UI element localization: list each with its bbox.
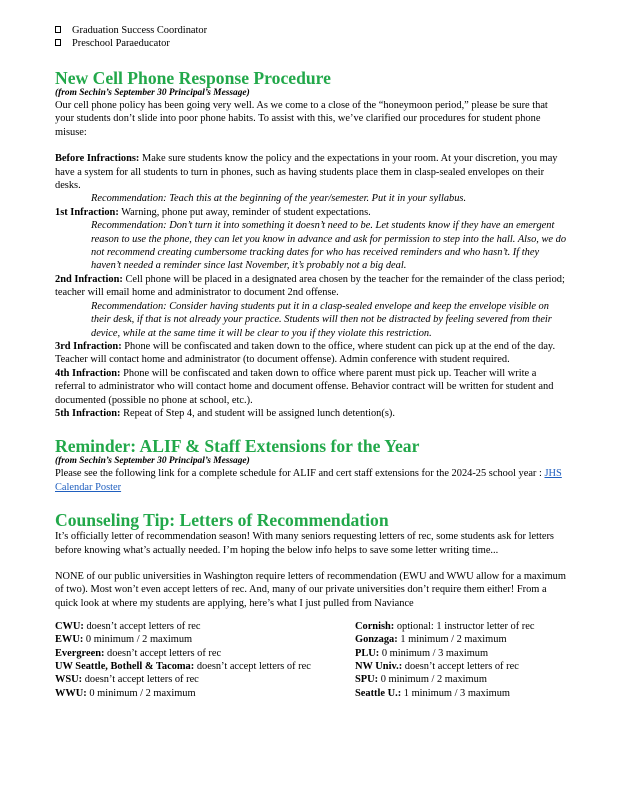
counseling-paragraph: It’s officially letter of recommendation season! With many seniors requesting letters of rec, some students ask for letters before knowing what’s actually needed. I’m hoping the below info helps to save some letter writing time...: [55, 531, 554, 556]
infraction-step: [55, 206, 567, 273]
step-label: 1st Infraction:: [55, 206, 119, 218]
list-item: [355, 660, 567, 673]
university-name: EWU:: [55, 634, 84, 646]
section-source: (from Sechin’s September 30 Principal’s Message): [55, 456, 250, 467]
university-info: 0 minimum / 2 maximum: [378, 674, 487, 686]
university-info: 0 minimum / 2 maximum: [83, 634, 193, 646]
list-item: [355, 647, 567, 660]
step-label: 3rd Infraction:: [55, 340, 122, 352]
university-column-left: [55, 620, 355, 700]
step-recommendation: Recommendation: Consider having students put it in a clasp-sealed envelope and keep the envelope visible on their desk, if that is not already your practice. Students will then not be distracted by feeling severed from their device, while at the same time it will be clear to you if they violate this restriction.: [91, 300, 552, 339]
list-item: [55, 673, 355, 686]
step-recommendation: Recommendation: Teach this at the beginning of the year/semester. Put it in your syllabus.: [91, 193, 467, 205]
university-info: 0 minimum / 2 maximum: [86, 687, 196, 699]
university-name: CWU:: [55, 621, 84, 633]
university-info: doesn’t accept letters of rec: [104, 647, 222, 659]
list-item: [55, 24, 567, 37]
calendar-poster-link[interactable]: JHS Calendar Poster: [55, 468, 562, 493]
section-heading: New Cell Phone Response Procedure: [55, 68, 331, 88]
step-label: 4th Infraction:: [55, 367, 121, 379]
university-info: doesn’t accept letters of rec: [82, 674, 199, 686]
position-list: [55, 24, 567, 50]
step-text: Phone will be confiscated and taken down to the office, where student can pick up at the end of the day. Teacher will contact home and administrator (to document offense). Admin conference with student required.: [55, 340, 556, 366]
infraction-step: [55, 367, 567, 407]
infraction-step: [55, 407, 567, 420]
section-source: (from Sechin’s September 30 Principal’s Message): [55, 88, 250, 98]
infraction-step: [55, 340, 567, 367]
university-info: 1 minimum / 2 maximum: [397, 634, 507, 646]
step-label: 2nd Infraction:: [55, 273, 123, 285]
infraction-step: [55, 273, 567, 340]
step-recommendation: Recommendation: Don’t turn it into something it doesn’t need to be. Let students know if they have an emergent reason to use the phone, they can let you know in advance and ask for permission to step into the hall. Also, we do not recommend creating cumbersome tracking dates for who has received reminders and who hasn’t. If they haven’t needed a reminder since last November, it’s probably not a big deal.: [91, 220, 567, 272]
university-info: doesn’t accept letters of rec: [194, 661, 311, 673]
counseling-paragraph: NONE of our public universities in Washington require letters of recommendation (EWU and WWU allow for a maximum of two). Most won’t even accept letters of rec. And, many of our private universities don’t require them either! From a quick look at where my students are applying, here’s what I just pulled from Naviance: [55, 570, 566, 609]
university-info: 1 minimum / 3 maximum: [401, 687, 510, 699]
cell-phone-section: [55, 68, 567, 420]
checkbox-icon: [55, 26, 61, 33]
university-info: 0 minimum / 3 maximum: [379, 647, 489, 659]
section-body: [55, 467, 567, 494]
list-item: [355, 687, 567, 700]
list-item: [55, 633, 355, 646]
step-label: 5th Infraction:: [55, 407, 121, 419]
list-item: [55, 647, 355, 660]
list-item-text: Graduation Success Coordinator: [72, 25, 208, 36]
university-name: NW Univ.:: [355, 661, 403, 673]
alif-section: [55, 436, 567, 494]
list-item: [55, 620, 355, 633]
step-text: Phone will be confiscated and taken down to office where parent must pick up. Teacher will write a referral to administrator who will contact home and document offense. Behavior contract will be written for student and documented (possible no phone at school, etc.).: [55, 367, 554, 406]
newsletter-page: [55, 24, 567, 700]
infraction-step: [55, 152, 567, 206]
step-text: Warning, phone put away, reminder of student expectations.: [118, 206, 371, 218]
list-item: [55, 687, 355, 700]
checkbox-icon: [55, 39, 61, 46]
university-name: SPU:: [355, 674, 379, 686]
university-name: Gonzaga:: [355, 634, 398, 646]
step-text: Cell phone will be placed in a designated area chosen by the teacher for the remainder of the class period; teacher will email home and administrator to document 2nd offense.: [55, 273, 565, 299]
step-text: Repeat of Step 4, and student will be assigned lunch detention(s).: [120, 407, 395, 419]
university-name: UW Seattle, Bothell & Tacoma:: [55, 661, 195, 673]
list-item: [355, 673, 567, 686]
university-info: doesn’t accept letters of rec: [83, 621, 201, 633]
section-intro: Our cell phone policy has been going very well. As we come to a close of the “honeymoon period,” please be sure that your students don’t slide into poor phone habits. To assist with this, we’ve clarified our procedures for student phone misuse:: [55, 100, 548, 138]
list-item: [55, 660, 355, 673]
university-list: [55, 620, 567, 700]
list-item-text: Preschool Paraeducator: [72, 38, 170, 49]
counseling-section: [55, 510, 567, 700]
university-name: Evergreen:: [55, 647, 105, 659]
alif-body-text: Please see the following link for a complete schedule for ALIF and cert staff extensions for the 2024-25 school year :: [55, 468, 545, 480]
list-item: [355, 633, 567, 646]
university-info: optional: 1 instructor letter of rec: [394, 621, 535, 633]
university-name: Cornish:: [355, 621, 395, 633]
university-name: WSU:: [55, 674, 83, 686]
university-column-right: [355, 620, 567, 700]
university-name: PLU:: [355, 647, 380, 659]
list-item: [355, 620, 567, 633]
university-info: doesn’t accept letters of rec: [402, 661, 519, 673]
section-heading: Counseling Tip: Letters of Recommendation: [55, 510, 389, 531]
step-text: Make sure students know the policy and the expectations in your room. At your discretion, you may have a system for all students to turn in phones, such as having students place them in clasp-sealed envelopes on their desks.: [55, 153, 558, 192]
list-item: [55, 37, 567, 50]
university-name: Seattle U.:: [355, 687, 402, 699]
step-label: Before Infractions:: [55, 153, 140, 165]
section-heading: Reminder: ALIF & Staff Extensions for the Year: [55, 436, 420, 457]
university-name: WWU:: [55, 687, 87, 699]
